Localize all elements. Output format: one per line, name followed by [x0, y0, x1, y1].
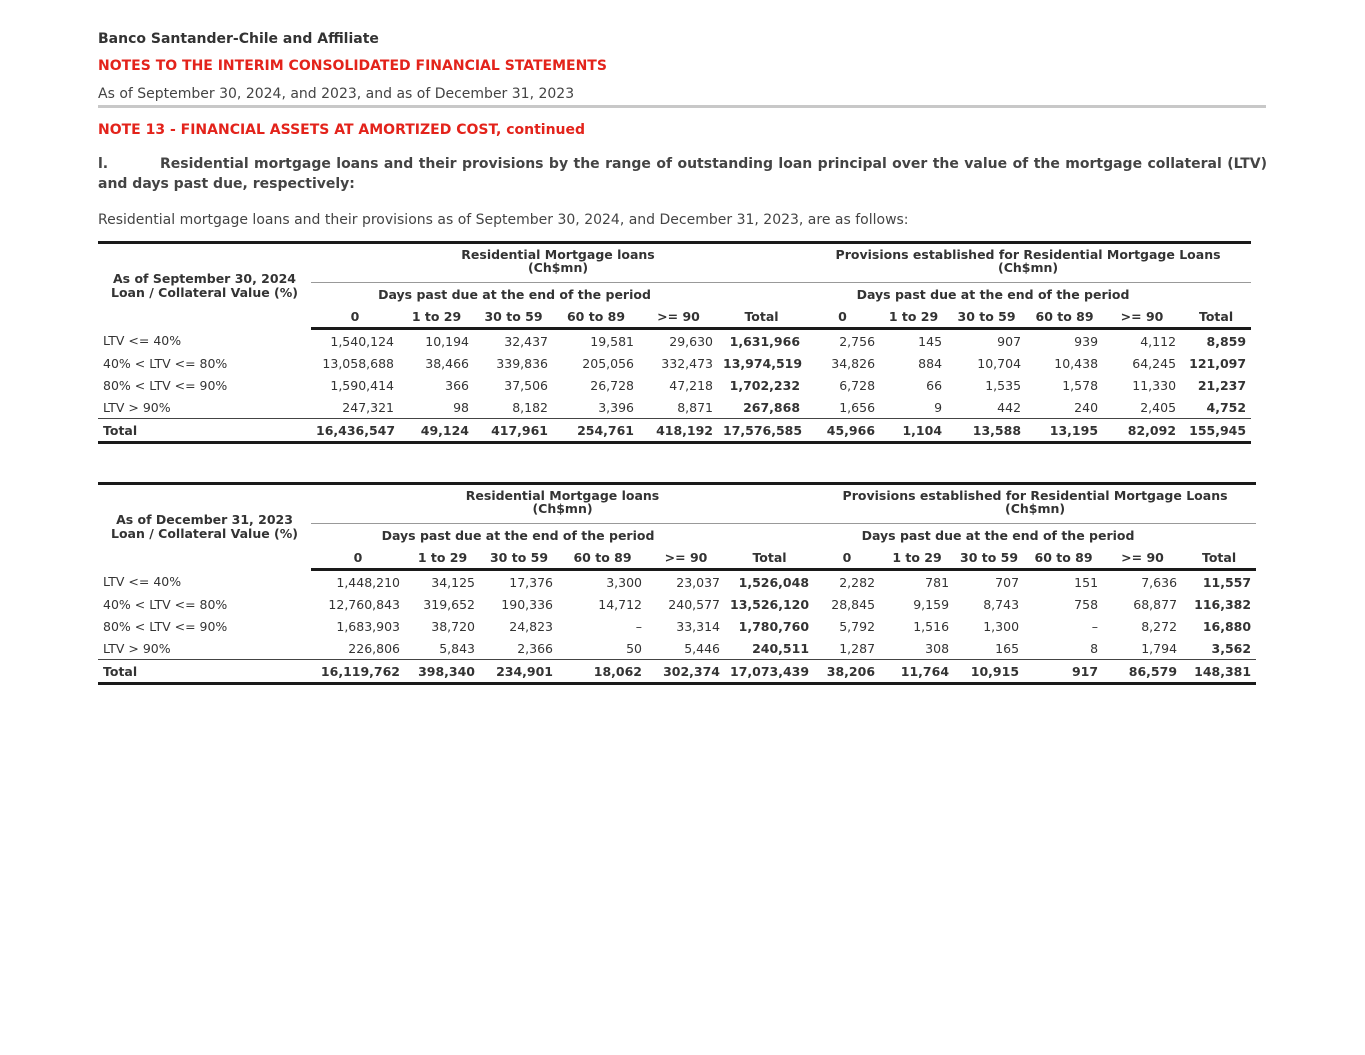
cell-value: 4,112 — [1140, 333, 1177, 349]
cell-value: 1,780,760 — [738, 618, 810, 634]
cell-value: 13,526,120 — [730, 596, 810, 612]
cell-value: 165 — [995, 640, 1020, 656]
cell-value: 8,871 — [677, 399, 713, 415]
col-header: 60 to 89 — [553, 305, 639, 329]
cell-value: 24,823 — [509, 618, 553, 634]
row-label: LTV > 90% — [103, 640, 171, 656]
cell-value: 1,540,124 — [330, 333, 394, 349]
dpd-spacer — [718, 283, 805, 306]
cell-value: 10,194 — [425, 333, 469, 349]
cell-value: 38,466 — [425, 355, 469, 371]
cell-value: 18,062 — [558, 660, 647, 684]
cell-value: – — [1091, 618, 1099, 634]
cell-value: 3,300 — [606, 574, 642, 590]
col-header: 30 to 59 — [480, 546, 558, 570]
cell-value: 417,961 — [474, 419, 553, 443]
cell-value: 32,437 — [504, 333, 548, 349]
cell-value: 45,966 — [805, 419, 880, 443]
col-header: 60 to 89 — [1026, 305, 1103, 329]
note-title: NOTE 13 - FINANCIAL ASSETS AT AMORTIZED COST, continued — [98, 122, 586, 138]
cell-value: 1,300 — [983, 618, 1020, 634]
section-text: Residential mortgage loans and their provisions by the range of outstanding loan principal over the value of the mortgage collateral (LTV) and days past due, respectively: — [98, 156, 1267, 192]
col-header: 1 to 29 — [880, 546, 954, 570]
cell-value: 29,630 — [669, 333, 713, 349]
cell-value: 1,590,414 — [330, 377, 394, 393]
cell-value: 50 — [626, 640, 642, 656]
dpd-spacer — [1181, 283, 1251, 306]
col-header: Total — [1182, 546, 1256, 570]
cell-value: 240,577 — [668, 596, 720, 612]
col-header: 0 — [311, 546, 405, 570]
cell-value: 49,124 — [399, 419, 474, 443]
cell-value: 68,877 — [1133, 596, 1178, 612]
col-header: Total — [1181, 305, 1251, 329]
corner-header: As of December 31, 2023 Loan / Collateral Value (%) — [98, 484, 311, 570]
group-header-provisions: Provisions established for Residential Mortgage Loans (Ch$mn) — [805, 243, 1251, 283]
cell-value: 33,314 — [676, 618, 720, 634]
cell-value: – — [635, 618, 642, 634]
cell-value: 10,915 — [954, 660, 1024, 684]
total-row — [98, 419, 1251, 443]
cell-value: 16,119,762 — [311, 660, 405, 684]
cell-value: 190,336 — [501, 596, 553, 612]
row-label: Total — [98, 660, 311, 684]
cell-value: 9 — [934, 399, 943, 415]
cell-value: 11,330 — [1132, 377, 1177, 393]
cell-value: 332,473 — [661, 355, 713, 371]
cell-value: 4,752 — [1206, 399, 1247, 415]
row-label: 80% < LTV <= 90% — [103, 618, 228, 634]
dpd-header-provisions: Days past due at the end of the period — [861, 527, 1135, 543]
cell-value: 16,880 — [1202, 618, 1252, 634]
cell-value: 37,506 — [504, 377, 548, 393]
cell-value: 82,092 — [1103, 419, 1181, 443]
cell-value: 28,845 — [831, 596, 876, 612]
cell-value: 3,396 — [598, 399, 634, 415]
cell-value: 64,245 — [1132, 355, 1177, 371]
cell-value: 1,448,210 — [336, 574, 400, 590]
row-label: LTV > 90% — [103, 399, 171, 415]
cell-value: 23,037 — [676, 574, 720, 590]
cell-value: 5,446 — [684, 640, 720, 656]
cell-value: 240,511 — [752, 640, 810, 656]
cell-value: 917 — [1024, 660, 1103, 684]
cell-value: 1,631,966 — [729, 333, 801, 349]
row-label: 40% < LTV <= 80% — [103, 596, 228, 612]
cell-value: 38,206 — [814, 660, 880, 684]
cell-value: 1,702,232 — [729, 377, 801, 393]
header-divider — [98, 105, 1266, 108]
col-header: 0 — [805, 305, 880, 329]
table-row — [98, 593, 1256, 615]
cell-value: 12,760,843 — [328, 596, 400, 612]
cell-value: 5,792 — [839, 618, 876, 634]
col-header: >= 90 — [639, 305, 718, 329]
total-row — [98, 660, 1256, 684]
cell-value: 2,366 — [517, 640, 553, 656]
table-row — [98, 637, 1256, 660]
cell-value: 442 — [997, 399, 1022, 415]
col-header: 30 to 59 — [947, 305, 1026, 329]
cell-value: 11,764 — [880, 660, 954, 684]
cell-value: 8,272 — [1141, 618, 1178, 634]
col-header: 30 to 59 — [474, 305, 553, 329]
cell-value: 302,374 — [647, 660, 725, 684]
row-label: 40% < LTV <= 80% — [103, 355, 228, 371]
cell-value: 19,581 — [590, 333, 634, 349]
table-dec-2023 — [98, 482, 1256, 685]
row-label: LTV <= 40% — [103, 332, 182, 348]
dpd-header-provisions: Days past due at the end of the period — [856, 286, 1130, 302]
group-header-loans: Residential Mortgage loans (Ch$mn) — [311, 243, 805, 283]
col-header: Total — [718, 305, 805, 329]
col-header: >= 90 — [1103, 305, 1181, 329]
cell-value: 254,761 — [553, 419, 639, 443]
cell-value: 10,704 — [977, 355, 1022, 371]
group-header-loans: Residential Mortgage loans (Ch$mn) — [311, 484, 814, 524]
table-row — [98, 615, 1256, 637]
cell-value: 9,159 — [913, 596, 950, 612]
cell-value: 145 — [918, 333, 943, 349]
cell-value: 7,636 — [1141, 574, 1178, 590]
cell-value: 339,836 — [496, 355, 548, 371]
table-sep-2024 — [98, 241, 1251, 444]
col-header: >= 90 — [647, 546, 725, 570]
cell-value: 34,826 — [831, 355, 876, 371]
cell-value: 1,578 — [1062, 377, 1099, 393]
row-label: Total — [98, 419, 311, 443]
cell-value: 66 — [926, 377, 943, 393]
period-subtitle: As of September 30, 2024, and 2023, and as of December 31, 2023 — [98, 86, 575, 102]
cell-value: 1,794 — [1141, 640, 1178, 656]
table-row — [98, 570, 1256, 594]
cell-value: 2,405 — [1140, 399, 1177, 415]
company-name: Banco Santander-Chile and Affiliate — [98, 31, 379, 47]
cell-value: 418,192 — [639, 419, 718, 443]
dpd-spacer — [725, 524, 814, 547]
cell-value: 758 — [1074, 596, 1099, 612]
cell-value: 6,728 — [839, 377, 876, 393]
col-header: 30 to 59 — [954, 546, 1024, 570]
cell-value: 8,743 — [983, 596, 1020, 612]
cell-value: 308 — [925, 640, 950, 656]
cell-value: 1,683,903 — [336, 618, 400, 634]
cell-value: 267,868 — [743, 399, 801, 415]
col-header: 60 to 89 — [558, 546, 647, 570]
cell-value: 1,535 — [985, 377, 1022, 393]
dpd-header-loans: Days past due at the end of the period — [378, 286, 651, 302]
cell-value: 2,282 — [839, 574, 876, 590]
cell-value: 151 — [1074, 574, 1099, 590]
corner-header: As of September 30, 2024 Loan / Collateral Value (%) — [98, 243, 311, 329]
cell-value: 1,516 — [913, 618, 950, 634]
cell-value: 1,104 — [880, 419, 947, 443]
notes-title: NOTES TO THE INTERIM CONSOLIDATED FINANCIAL STATEMENTS — [98, 58, 607, 74]
col-header: >= 90 — [1103, 546, 1182, 570]
col-header: 60 to 89 — [1024, 546, 1103, 570]
cell-value: 398,340 — [405, 660, 480, 684]
col-header: Total — [725, 546, 814, 570]
cell-value: 884 — [918, 355, 943, 371]
cell-value: 121,097 — [1189, 355, 1247, 371]
section-marker: l. — [98, 156, 109, 172]
dpd-header-loans: Days past due at the end of the period — [381, 527, 655, 543]
cell-value: 17,576,585 — [718, 419, 805, 443]
cell-value: 17,073,439 — [725, 660, 814, 684]
cell-value: 86,579 — [1103, 660, 1182, 684]
table-row — [98, 329, 1251, 353]
cell-value: 8 — [1090, 640, 1099, 656]
cell-value: 205,056 — [582, 355, 634, 371]
cell-value: 366 — [445, 377, 469, 393]
dpd-spacer — [1182, 524, 1256, 547]
cell-value: 116,382 — [1194, 596, 1252, 612]
cell-value: 8,182 — [512, 399, 548, 415]
cell-value: 240 — [1074, 399, 1099, 415]
cell-value: 21,237 — [1197, 377, 1247, 393]
cell-value: 11,557 — [1202, 574, 1252, 590]
cell-value: 939 — [1074, 333, 1099, 349]
cell-value: 38,720 — [431, 618, 475, 634]
cell-value: 3,562 — [1211, 640, 1252, 656]
table-row — [98, 396, 1251, 419]
cell-value: 13,588 — [947, 419, 1026, 443]
cell-value: 5,843 — [439, 640, 475, 656]
cell-value: 26,728 — [590, 377, 634, 393]
cell-value: 13,974,519 — [723, 355, 803, 371]
cell-value: 234,901 — [480, 660, 558, 684]
cell-value: 247,321 — [342, 399, 394, 415]
cell-value: 907 — [997, 333, 1022, 349]
intro-paragraph: Residential mortgage loans and their provisions as of September 30, 2024, and December 31, 2023, are as follows: — [98, 212, 909, 228]
row-label: 80% < LTV <= 90% — [103, 377, 228, 393]
cell-value: 1,526,048 — [738, 574, 810, 590]
row-label: LTV <= 40% — [103, 573, 182, 589]
cell-value: 2,756 — [839, 333, 876, 349]
cell-value: 781 — [925, 574, 950, 590]
cell-value: 155,945 — [1181, 419, 1251, 443]
cell-value: 13,195 — [1026, 419, 1103, 443]
col-header: 0 — [311, 305, 399, 329]
col-header: 0 — [814, 546, 880, 570]
cell-value: 14,712 — [598, 596, 642, 612]
cell-value: 47,218 — [669, 377, 713, 393]
cell-value: 1,287 — [839, 640, 876, 656]
col-header: 1 to 29 — [405, 546, 480, 570]
col-header: 1 to 29 — [399, 305, 474, 329]
cell-value: 34,125 — [431, 574, 475, 590]
cell-value: 1,656 — [839, 399, 876, 415]
cell-value: 226,806 — [348, 640, 400, 656]
table-row — [98, 374, 1251, 396]
cell-value: 13,058,688 — [322, 355, 394, 371]
cell-value: 10,438 — [1054, 355, 1099, 371]
group-header-provisions: Provisions established for Residential Mortgage Loans (Ch$mn) — [814, 484, 1256, 524]
cell-value: 16,436,547 — [311, 419, 399, 443]
cell-value: 98 — [453, 399, 469, 415]
cell-value: 17,376 — [509, 574, 553, 590]
cell-value: 707 — [995, 574, 1020, 590]
table-row — [98, 352, 1251, 374]
section-heading — [98, 154, 1267, 194]
col-header: 1 to 29 — [880, 305, 947, 329]
cell-value: 148,381 — [1182, 660, 1256, 684]
cell-value: 8,859 — [1206, 333, 1247, 349]
cell-value: 319,652 — [423, 596, 475, 612]
